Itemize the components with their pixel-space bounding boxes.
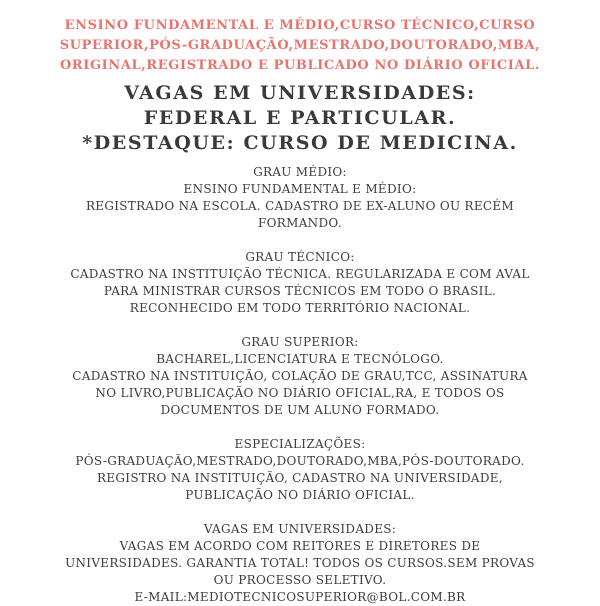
section-line: REGISTRADO NA ESCOLA. CADASTRO DE EX-ALUNO OU RECÉM xyxy=(85,199,515,213)
section-title: GRAU MÉDIO: xyxy=(253,165,347,179)
section-grau-medio xyxy=(0,164,600,232)
section-vagas-universidades xyxy=(0,521,600,606)
section-line: ENSINO FUNDAMENTAL E MÉDIO: xyxy=(183,182,417,196)
section-line: VAGAS EM ACORDO COM REITORES E DIRETORES DE xyxy=(119,539,481,553)
section-title: VAGAS EM UNIVERSIDADES: xyxy=(203,522,397,536)
header-line: ENSINO FUNDAMENTAL E MÉDIO,CURSO TÉCNICO,CURSO xyxy=(64,18,536,33)
section-line: CADASTRO NA INSTITUIÇÃO TÉCNICA. REGULARIZADA E COM AVAL xyxy=(70,267,530,281)
section-grau-tecnico xyxy=(0,249,600,317)
section-title: GRAU TÉCNICO: xyxy=(245,250,355,264)
section-line: BACHAREL,LICENCIATURA E TECNÓLOGO. xyxy=(156,352,444,366)
section-line: REGISTRO NA INSTITUIÇÃO, CADASTRO NA UNIVERSIDADE, xyxy=(97,471,503,485)
contact-email: E-MAIL:MEDIOTECNICOSUPERIOR@BOL.COM.BR xyxy=(134,590,466,604)
section-line: RECONHECIDO EM TODO TERRITÓRIO NACIONAL. xyxy=(129,301,471,315)
section-especializacoes xyxy=(0,436,600,504)
header-line: ORIGINAL,REGISTRADO E PUBLICADO NO DIÁRIO OFICIAL. xyxy=(59,58,541,73)
section-grau-superior xyxy=(0,334,600,419)
section-line: NO LIVRO,PUBLICAÇÃO NO DIÁRIO OFICIAL,RA, E TODOS OS xyxy=(95,386,505,400)
headline xyxy=(0,81,600,156)
header-line: SUPERIOR,PÓS-GRADUAÇÃO,MESTRADO,DOUTORADO,MBA, xyxy=(59,38,541,53)
section-line: UNIVERSIDADES. GARANTIA TOTAL! TODOS OS CURSOS.SEM PROVAS xyxy=(65,556,535,570)
section-line: FORMANDO. xyxy=(258,216,342,230)
section-title: GRAU SUPERIOR: xyxy=(241,335,359,349)
section-line: PUBLICAÇÃO NO DIÁRIO OFICIAL. xyxy=(185,488,415,502)
section-line: DOCUMENTOS DE UM ALUNO FORMADO. xyxy=(160,403,440,417)
section-line: OU PROCESSO SELETIVO. xyxy=(213,573,387,587)
section-line: PÓS-GRADUAÇÃO,MESTRADO,DOUTORADO,MBA,PÓS-DOUTORADO. xyxy=(75,454,525,468)
headline-line: VAGAS EM UNIVERSIDADES: xyxy=(124,82,476,104)
section-line: PARA MINISTRAR CURSOS TÉCNICOS EM TODO O BRASIL. xyxy=(103,284,497,298)
headline-line: FEDERAL E PARTICULAR. xyxy=(143,107,457,129)
header-banner xyxy=(0,16,600,76)
section-line: CADASTRO NA INSTITUIÇÃO, COLAÇÃO DE GRAU,TCC, ASSINATURA xyxy=(72,369,528,383)
section-title: ESPECIALIZAÇÕES: xyxy=(234,437,366,451)
headline-line: *DESTAQUE: CURSO DE MEDICINA. xyxy=(82,132,518,154)
